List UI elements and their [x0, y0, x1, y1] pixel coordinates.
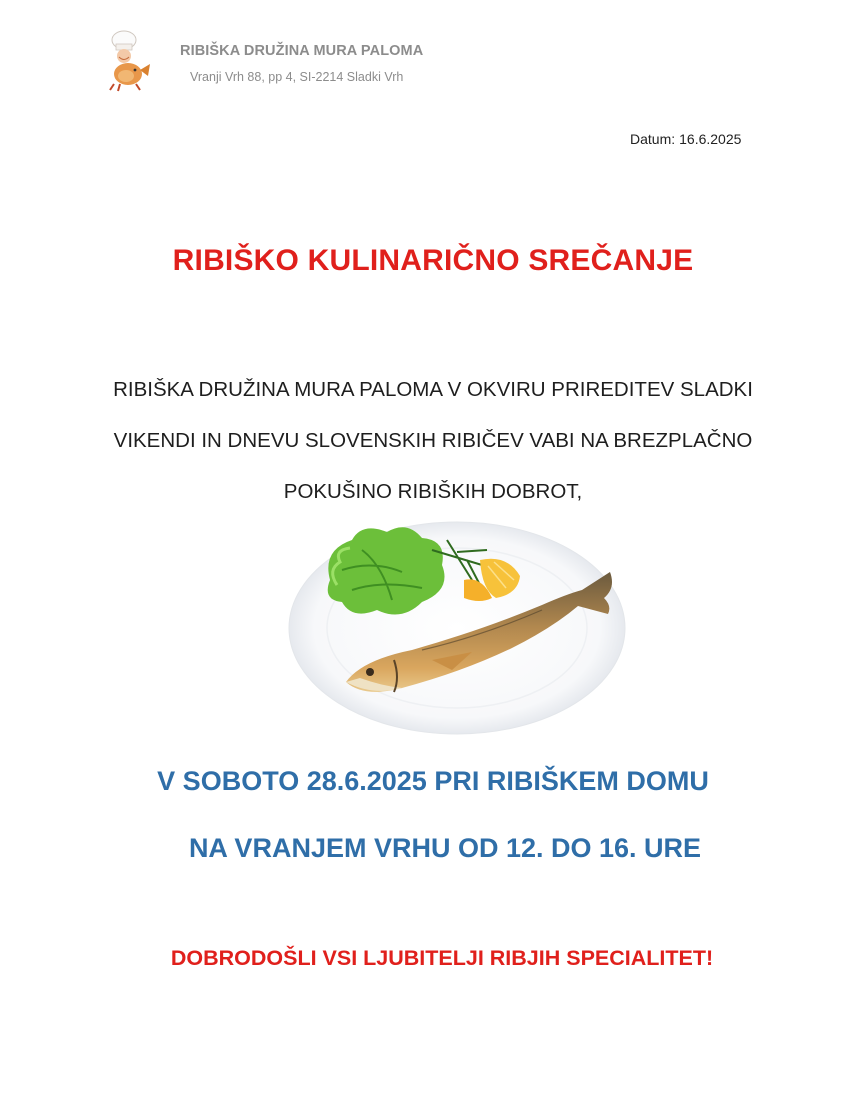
organization-address: Vranji Vrh 88, pp 4, SI-2214 Sladki Vrh: [190, 70, 404, 84]
page-title: RIBIŠKO KULINARIČNO SREČANJE: [172, 244, 694, 277]
intro-line: POKUŠINO RIBIŠKIH DOBROT,: [283, 480, 583, 503]
club-logo-icon: [104, 26, 154, 94]
intro-line: VIKENDI IN DNEVU SLOVENSKIH RIBIČEV VABI NA BREZPLAČNO: [113, 429, 753, 452]
date-value: 16.6.2025: [679, 131, 742, 147]
document-date: [630, 131, 741, 147]
welcome-message: DOBRODOŠLI VSI LJUBITELJI RIBJIH SPECIALITET!: [170, 946, 714, 970]
date-label: Datum:: [630, 131, 676, 147]
event-time: NA VRANJEM VRHU OD 12. DO 16. URE: [188, 833, 702, 863]
organization-name: RIBIŠKA DRUŽINA MURA PALOMA: [180, 43, 424, 59]
intro-line: RIBIŠKA DRUŽINA MURA PALOMA V OKVIRU PRIREDITEV SLADKI: [113, 378, 753, 401]
intro-paragraph: [60, 364, 806, 517]
event-date-location: V SOBOTO 28.6.2025 PRI RIBIŠKEM DOMU: [157, 766, 709, 796]
grilled-fish-image: [282, 510, 632, 740]
